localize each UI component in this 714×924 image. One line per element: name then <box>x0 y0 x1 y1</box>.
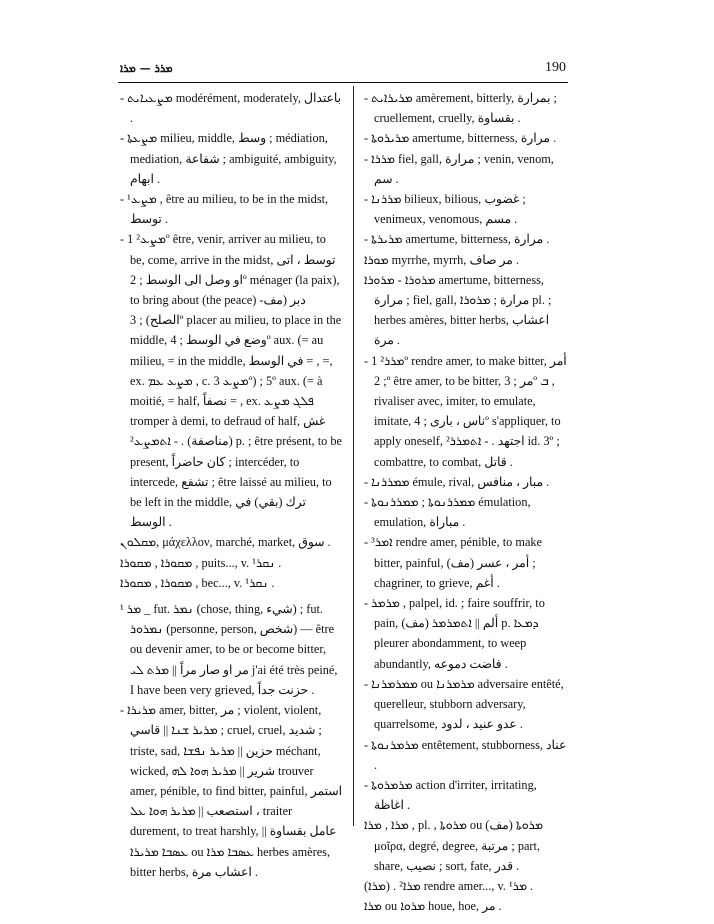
entry-bitterness-1: - ܡܪܝܪܘܬܐ amertume, bitterness, مرارة . <box>364 131 557 146</box>
entry-render-bitter: (ܡܪܐ) . ܡܪܐ² rendre amer..., v. ܡܪ¹ . <box>364 878 534 893</box>
entry-bitter: - ܡܪܝܪܐ amer, bitter, مر ; violent, violent, ܡܪܝܪ ܫܢܐ || قاسي ; cruel, cruel, شديد ; triste, sad, حزين || ܡܪܝܪ ܢܦܫܐ méchant, wicked, شرير || ܡܪܝܪ ܗܘܐ ܠܗ trouver amer, pénible, to find bitter, painful, استمر ، استصعب || ܡܪܝܪ ܗܘܐ ܥܠ traiter durement, to treat harshly, عامل بقساوة || ܥܣܒܐ ܡܪܝܪܐ ou ܥܣܒܐ ܡܪܐ herbes amères, bitter herbs, اعشاب مرة . <box>120 703 343 879</box>
entry-well: ܡܩܘܪܐ , ܡܩܘܪܐ , puits..., v. ܢܩܪ¹ . <box>120 555 282 570</box>
entry-palpel: - ܡܪܡܪ , palpel, id. ; faire souffrir, to pain, (مف) ألم || ܐܬܡܪܡܪ p. ܕܡܥܐ pleurer abondamment, to weep abundantly, فاضت دموعه . <box>364 596 545 671</box>
entry-market: ܡܩܠܘܢ, μάχελλον, marché, market, سوق . <box>120 535 331 550</box>
entry-degree: ܡܪܐ , ܡܪܐ , pl. , ܡܪܘܬܐ ou ܡܪܘܬܐ (مف) μοῖρα, degré, degree, مرتبة ; part, share, نصيب ; sort, fate, قدر . <box>364 818 543 873</box>
entry-make-painful: - ܐܡܪ³ rendre amer, pénible, to make bitter, painful, (مف) أمر ، عسر ; chagriner, to grieve, أغم . <box>364 535 543 590</box>
entry-middle: - ܡܨܥܬܐ milieu, middle, وسط ; médiation, mediation, شفاعة ; ambiguité, ambiguity, ابهام . <box>120 131 337 186</box>
entry-gall: - ܡܪܪܐ fiel, gall, مرارة ; venin, venom, سم . <box>364 151 554 186</box>
entry-rival: - ܡܡܪܪܢܐ émule, rival, مبار ، منافس . <box>364 474 550 489</box>
column-divider <box>353 86 354 826</box>
entry-bitterness-3: ܡܪܘܪܐ - ܡܪܘܪܐ amertume, bitterness, مرارة ; fiel, gall, مرارة ; ܡܪܘܪܐ pl. ; herbes amères, bitter herbs, اعشاب مرة . <box>364 272 552 348</box>
entry-be-in-midst: - ܡܨܥ¹ , être au milieu, to be in the midst, توسط . <box>120 192 329 227</box>
page-number: 190 <box>545 60 566 75</box>
entry-hoe: ܡܪܐ ou ܡܪܘܐ houe, hoe, مر . <box>364 899 502 914</box>
entry-modestly: - ܡܨܥܝܐܝܬ modérément, moderately, باعتدال . <box>120 91 342 126</box>
entry-irritating: - ܡܪܡܪܘܬܐ action d'irriter, irritating, اغاظة . <box>364 777 537 813</box>
right-column <box>364 88 568 916</box>
entry-stubbornness: - ܡܪܡܪܢܘܬܐ entêtement, stubborness, عناد . <box>364 737 567 772</box>
entry-bilious: - ܡܪܪܢܐ bilieux, bilious, غضوب ; venimeux, venomous, مسم . <box>364 192 526 227</box>
entry-emulation: - ܡܡܪܪܢܘܬܐ ; ܡܡܪܪܢܘܬܐ émulation, emulation, مباراة . <box>364 495 531 530</box>
entry-beak: ܡܩܘܪܐ , ܡܩܘܪܐ , bec..., v. ܢܩܪ¹ . <box>120 575 275 590</box>
entry-adversary: - ܡܡܪܡܪܢܐ ou ܡܪܡܪܢܐ adversaire entêté, querelleur, stubborn adversary, quarrelsome, عدو عنيد ، لدود . <box>364 676 564 732</box>
entry-make-bitter: - ܡܪܪ² 1º rendre amer, to make bitter, أمر ; 2º être amer, to be bitter, مر ; 3º ܒ , rivaliser avec, imiter, to emulate, imitate, ناس ، بارى ; 4º s'appliquer, to apply oneself, اجتهد . - ܐܬܡܪܪ² id. 3º ; combattre, to combat, قاتل . <box>364 353 567 469</box>
running-head: ܡܪܪ — ܡܪܐ <box>120 62 173 75</box>
left-column <box>120 88 342 882</box>
entry-arrive-midst: - ܡܨܥ² 1º être, venir, arriver au milieu, to be, come, arrive in the midst, توسط ، اتى او وصل الى الوسط ; 2º ménager (la paix), to bring about (the peace) دبر (مف- الصلح) ; 3º placer au milieu, to place in the middle, وضع في الوسط ; 4º aux. (= au milieu, = in the middle, في الوسط = , =, ex. ܡܨܥ ܥܡ , c. ܡܨܥ 3º) ; 5º aux. (= à moitié, = half, نصفاً = , ex. ܦܠܓ ܡܨܥ tromper à demi, to defraud of half, غش (مناصفة) . - ܐܬܡܨܥ² p. ; être présent, to be present, كان حاضراً ; intercéder, to intercede, تشفع ; être laissé au milieu, to be left in the middle, ترك (بقي) في الوسط . <box>120 232 342 530</box>
entry-bitterness-2: - ܡܪܝܪܬܐ amertume, bitterness, مرارة . <box>364 232 550 247</box>
entry-bitterly: - ܡܪܝܪܐܝܬ amèrement, bitterly, بمرارة ; cruellement, cruelly, بقساوة . <box>364 91 557 126</box>
entry-become-bitter: ¹ ܡܪ _ fut. ܢܡܪ (chose, thing, شيء) ; fut. ܢܡܪܘܪ (personne, person, شخص) — être ou devenir amer, to be or become bitter, مر او صار مراً || ܡܪܬ ܠܝ j'ai été très peiné, I have been very grieved, حزنت جداً . <box>120 602 338 697</box>
page-header <box>118 60 568 83</box>
entry-myrrh: ܡܘܪܐ myrrhe, myrrh, مر صاف . <box>364 252 519 267</box>
